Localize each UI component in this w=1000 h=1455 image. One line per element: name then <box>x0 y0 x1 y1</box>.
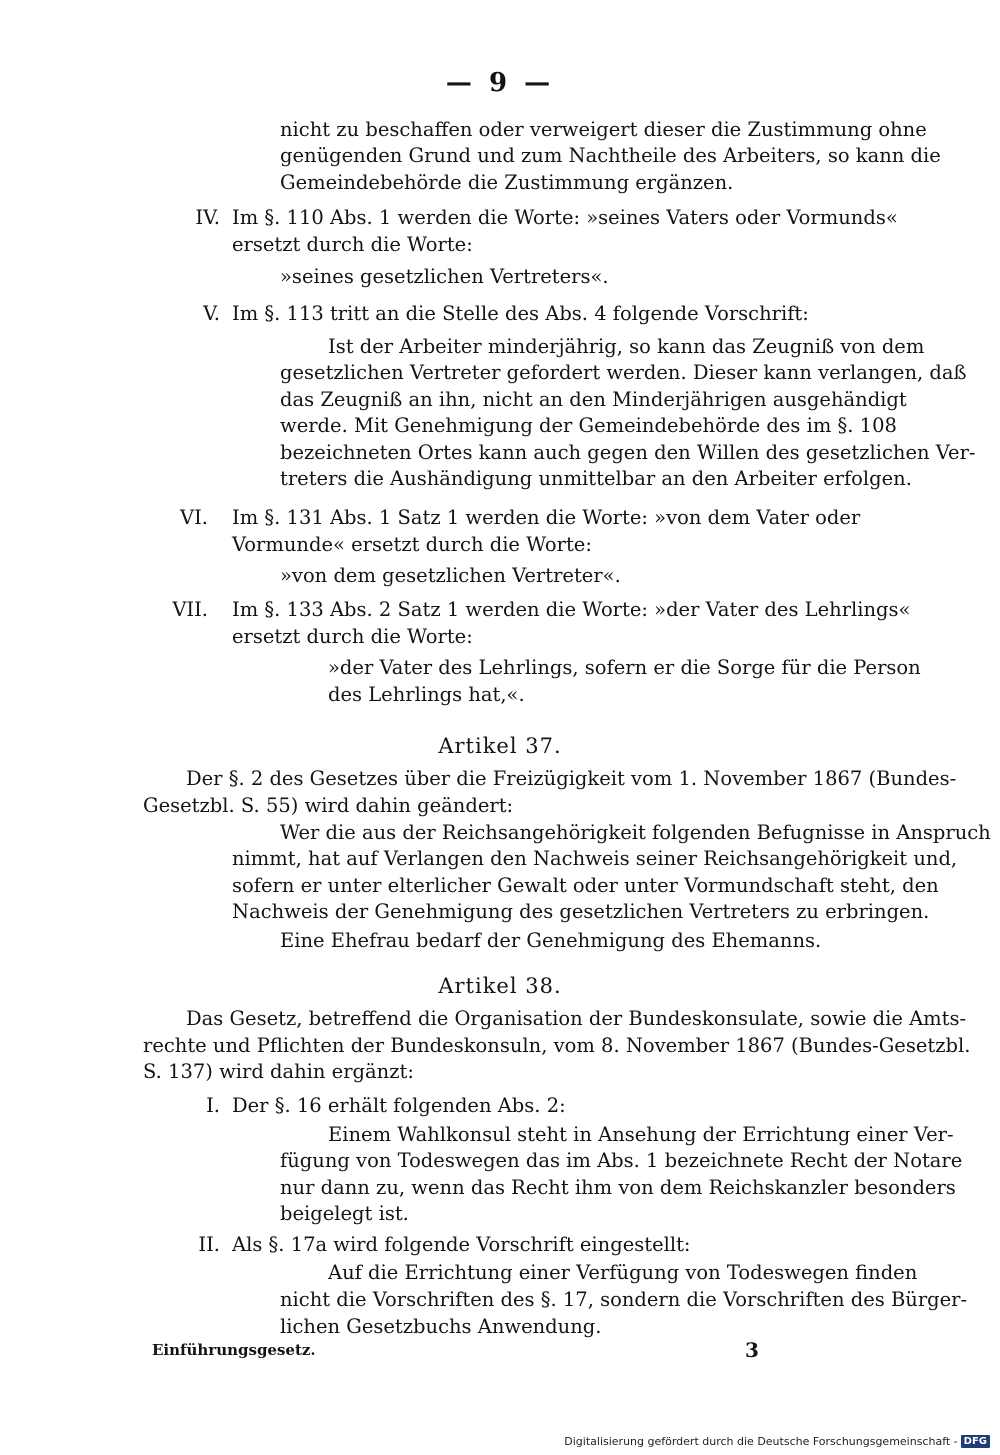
text-line: »von dem gesetzlichen Vertreter«. <box>280 564 621 587</box>
text-line: ersetzt durch die Worte: <box>232 233 473 256</box>
item-numeral: V. <box>203 302 220 325</box>
text-line: rechte und Pflichten der Bundeskonsuln, vom 8. November 1867 (Bundes-Gesetzbl. <box>143 1034 971 1057</box>
article-heading: Artikel 37. <box>438 734 562 758</box>
text-line: S. 137) wird dahin ergänzt: <box>143 1060 414 1083</box>
text-line: Einem Wahlkonsul steht in Ansehung der Errichtung einer Ver- <box>328 1123 954 1146</box>
item-numeral: IV. <box>195 206 220 229</box>
article-heading: Artikel 38. <box>438 974 562 998</box>
text-line: sofern er unter elterlicher Gewalt oder unter Vormundschaft steht, den <box>232 874 939 897</box>
text-line: Nachweis der Genehmigung des gesetzlichen Vertreters zu erbringen. <box>232 900 930 923</box>
text-line: lichen Gesetzbuchs Anwendung. <box>280 1315 602 1338</box>
item-numeral: I. <box>206 1094 220 1117</box>
sheet-number: 3 <box>745 1338 759 1362</box>
text-line: des Lehrlings hat,«. <box>328 683 525 706</box>
text-line: nicht zu beschaffen oder verweigert dieser die Zustimmung ohne <box>280 118 927 141</box>
text-line: gesetzlichen Vertreter gefordert werden. Dieser kann verlangen, daß <box>280 361 967 384</box>
text-line: Der §. 16 erhält folgenden Abs. 2: <box>232 1094 566 1117</box>
text-line: Im §. 110 Abs. 1 werden die Worte: »seines Vaters oder Vormunds« <box>232 206 898 229</box>
signature-mark: Einführungsgesetz. <box>152 1341 316 1359</box>
text-line: nicht die Vorschriften des §. 17, sondern die Vorschriften des Bürger- <box>280 1288 968 1311</box>
text-line: beigelegt ist. <box>280 1202 409 1225</box>
text-line: Vormunde« ersetzt durch die Worte: <box>232 533 592 556</box>
text-line: Im §. 131 Abs. 1 Satz 1 werden die Worte: »von dem Vater oder <box>232 506 861 529</box>
text-line: werde. Mit Genehmigung der Gemeindebehörde des im §. 108 <box>280 414 897 437</box>
text-line: Gemeindebehörde die Zustimmung ergänzen. <box>280 171 734 194</box>
page-number: — 9 — <box>445 68 555 98</box>
text-line: nimmt, hat auf Verlangen den Nachweis seiner Reichsangehörigkeit und, <box>232 847 958 870</box>
text-line: ersetzt durch die Worte: <box>232 625 473 648</box>
text-line: Das Gesetz, betreffend die Organisation der Bundeskonsulate, sowie die Amts- <box>186 1007 967 1030</box>
text-line: Im §. 113 tritt an die Stelle des Abs. 4 folgende Vorschrift: <box>232 302 809 325</box>
text-line: »der Vater des Lehrlings, sofern er die Sorge für die Person <box>328 656 921 679</box>
credit-text: Digitalisierung gefördert durch die Deutsche Forschungsgemeinschaft - <box>564 1435 958 1448</box>
digitization-credit <box>564 1435 990 1448</box>
text-line: Ist der Arbeiter minderjährig, so kann das Zeugniß von dem <box>328 335 925 358</box>
text-line: Gesetzbl. S. 55) wird dahin geändert: <box>143 794 514 817</box>
text-line: Als §. 17a wird folgende Vorschrift eingestellt: <box>232 1233 691 1256</box>
text-line: Wer die aus der Reichsangehörigkeit folgenden Befugnisse in Anspruch <box>280 821 991 844</box>
item-numeral: VII. <box>172 598 208 621</box>
text-line: nur dann zu, wenn das Recht ihm von dem Reichskanzler besonders <box>280 1176 956 1199</box>
text-line: bezeichneten Ortes kann auch gegen den Willen des gesetzlichen Ver- <box>280 441 976 464</box>
text-line: genügenden Grund und zum Nachtheile des Arbeiters, so kann die <box>280 144 941 167</box>
text-line: Der §. 2 des Gesetzes über die Freizügigkeit vom 1. November 1867 (Bundes- <box>186 767 957 790</box>
text-line: treters die Aushändigung unmittelbar an den Arbeiter erfolgen. <box>280 467 912 490</box>
text-line: Im §. 133 Abs. 2 Satz 1 werden die Worte: »der Vater des Lehrlings« <box>232 598 911 621</box>
text-line: das Zeugniß an ihn, nicht an den Minderjährigen ausgehändigt <box>280 388 907 411</box>
text-line: »seines gesetzlichen Vertreters«. <box>280 265 609 288</box>
text-line: fügung von Todeswegen das im Abs. 1 bezeichnete Recht der Notare <box>280 1149 963 1172</box>
item-numeral: VI. <box>180 506 208 529</box>
text-line: Auf die Errichtung einer Verfügung von Todeswegen finden <box>328 1261 918 1284</box>
dfg-logo-icon: DFG <box>961 1435 990 1448</box>
text-line: Eine Ehefrau bedarf der Genehmigung des Ehemanns. <box>280 929 822 952</box>
item-numeral: II. <box>198 1233 220 1256</box>
